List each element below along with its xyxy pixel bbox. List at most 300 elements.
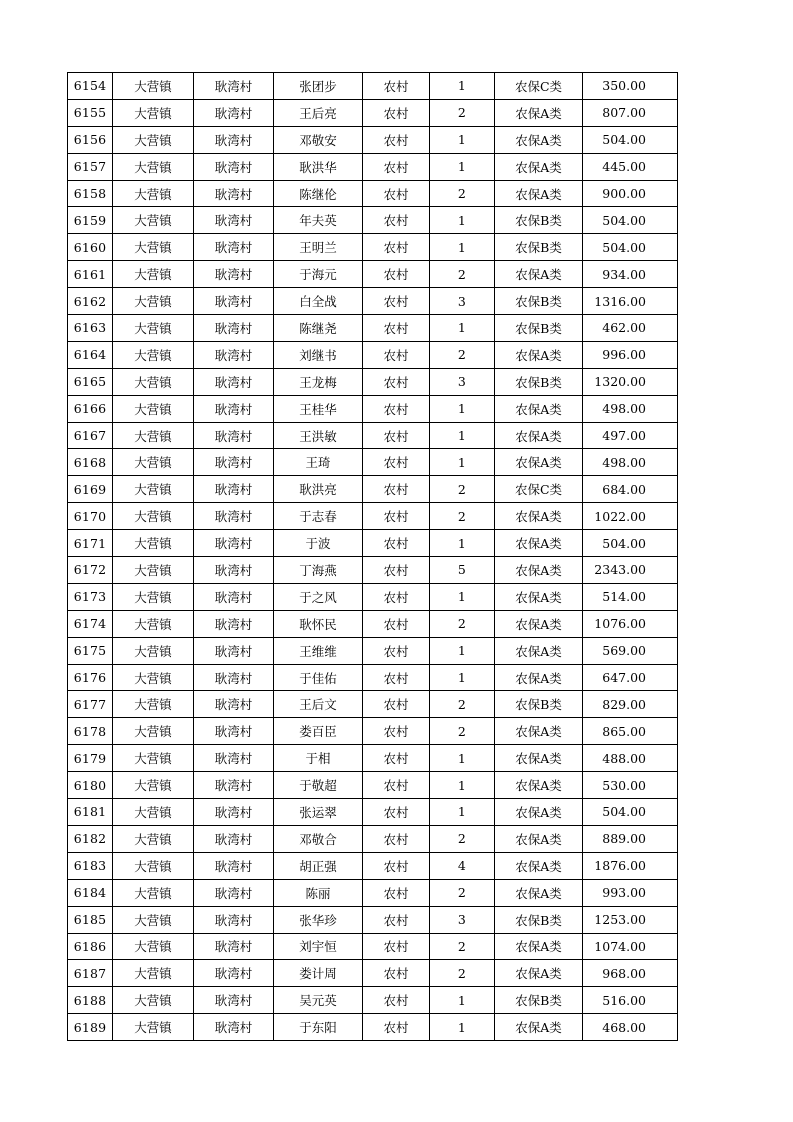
table-row — [68, 960, 678, 987]
table-row — [68, 503, 678, 530]
village-cell: 耿湾村 — [194, 906, 274, 933]
amount-cell: 504.00 — [583, 530, 678, 557]
area-type-cell: 农村 — [363, 207, 430, 234]
town-cell: 大营镇 — [113, 745, 194, 772]
table-row — [68, 987, 678, 1014]
area-type-cell: 农村 — [363, 422, 430, 449]
amount-cell: 350.00 — [583, 73, 678, 100]
amount-cell: 1320.00 — [583, 368, 678, 395]
row-number-cell: 6168 — [68, 449, 113, 476]
insurance-category-cell: 农保B类 — [495, 987, 583, 1014]
insurance-category-cell: 农保A类 — [495, 449, 583, 476]
village-cell: 耿湾村 — [194, 718, 274, 745]
table-row — [68, 691, 678, 718]
person-name-cell: 王琦 — [274, 449, 363, 476]
household-size-cell: 1 — [430, 207, 495, 234]
village-cell: 耿湾村 — [194, 745, 274, 772]
town-cell: 大营镇 — [113, 691, 194, 718]
insurance-category-cell: 农保A类 — [495, 772, 583, 799]
area-type-cell: 农村 — [363, 341, 430, 368]
table-row — [68, 637, 678, 664]
village-cell: 耿湾村 — [194, 1014, 274, 1041]
person-name-cell: 于志春 — [274, 503, 363, 530]
row-number-cell: 6166 — [68, 395, 113, 422]
village-cell: 耿湾村 — [194, 503, 274, 530]
household-size-cell: 2 — [430, 933, 495, 960]
table-row — [68, 261, 678, 288]
insurance-category-cell: 农保A类 — [495, 1014, 583, 1041]
amount-cell: 530.00 — [583, 772, 678, 799]
town-cell: 大营镇 — [113, 960, 194, 987]
town-cell: 大营镇 — [113, 341, 194, 368]
person-name-cell: 陈丽 — [274, 879, 363, 906]
person-name-cell: 王维维 — [274, 637, 363, 664]
household-size-cell: 1 — [430, 664, 495, 691]
area-type-cell: 农村 — [363, 449, 430, 476]
town-cell: 大营镇 — [113, 530, 194, 557]
row-number-cell: 6186 — [68, 933, 113, 960]
area-type-cell: 农村 — [363, 987, 430, 1014]
insurance-category-cell: 农保A类 — [495, 261, 583, 288]
row-number-cell: 6171 — [68, 530, 113, 557]
person-name-cell: 吴元英 — [274, 987, 363, 1014]
household-size-cell: 1 — [430, 422, 495, 449]
household-size-cell: 2 — [430, 879, 495, 906]
amount-cell: 889.00 — [583, 825, 678, 852]
person-name-cell: 娄百臣 — [274, 718, 363, 745]
table-row — [68, 395, 678, 422]
household-size-cell: 3 — [430, 368, 495, 395]
row-number-cell: 6180 — [68, 772, 113, 799]
table-row — [68, 341, 678, 368]
area-type-cell: 农村 — [363, 718, 430, 745]
town-cell: 大营镇 — [113, 906, 194, 933]
amount-cell: 1316.00 — [583, 288, 678, 315]
row-number-cell: 6175 — [68, 637, 113, 664]
insurance-category-cell: 农保A类 — [495, 153, 583, 180]
village-cell: 耿湾村 — [194, 422, 274, 449]
person-name-cell: 于相 — [274, 745, 363, 772]
village-cell: 耿湾村 — [194, 368, 274, 395]
row-number-cell: 6157 — [68, 153, 113, 180]
person-name-cell: 刘继书 — [274, 341, 363, 368]
household-size-cell: 2 — [430, 691, 495, 718]
amount-cell: 514.00 — [583, 583, 678, 610]
household-size-cell: 2 — [430, 261, 495, 288]
town-cell: 大营镇 — [113, 664, 194, 691]
town-cell: 大营镇 — [113, 73, 194, 100]
area-type-cell: 农村 — [363, 772, 430, 799]
village-cell: 耿湾村 — [194, 234, 274, 261]
amount-cell: 993.00 — [583, 879, 678, 906]
insurance-category-cell: 农保A类 — [495, 852, 583, 879]
row-number-cell: 6167 — [68, 422, 113, 449]
town-cell: 大营镇 — [113, 234, 194, 261]
insurance-category-cell: 农保A类 — [495, 825, 583, 852]
row-number-cell: 6156 — [68, 126, 113, 153]
village-cell: 耿湾村 — [194, 637, 274, 664]
area-type-cell: 农村 — [363, 261, 430, 288]
insurance-category-cell: 农保A类 — [495, 557, 583, 584]
village-cell: 耿湾村 — [194, 207, 274, 234]
insurance-category-cell: 农保B类 — [495, 368, 583, 395]
person-name-cell: 邓敬安 — [274, 126, 363, 153]
table-row — [68, 315, 678, 342]
person-name-cell: 于佳佑 — [274, 664, 363, 691]
area-type-cell: 农村 — [363, 180, 430, 207]
table-row — [68, 153, 678, 180]
person-name-cell: 刘宇恒 — [274, 933, 363, 960]
row-number-cell: 6183 — [68, 852, 113, 879]
household-size-cell: 5 — [430, 557, 495, 584]
village-cell: 耿湾村 — [194, 126, 274, 153]
amount-cell: 1876.00 — [583, 852, 678, 879]
person-name-cell: 于海元 — [274, 261, 363, 288]
amount-cell: 569.00 — [583, 637, 678, 664]
table-row — [68, 126, 678, 153]
village-cell: 耿湾村 — [194, 476, 274, 503]
village-cell: 耿湾村 — [194, 153, 274, 180]
town-cell: 大营镇 — [113, 476, 194, 503]
household-size-cell: 1 — [430, 637, 495, 664]
amount-cell: 1022.00 — [583, 503, 678, 530]
village-cell: 耿湾村 — [194, 933, 274, 960]
table-row — [68, 557, 678, 584]
person-name-cell: 张华珍 — [274, 906, 363, 933]
town-cell: 大营镇 — [113, 99, 194, 126]
household-size-cell: 1 — [430, 583, 495, 610]
insurance-category-cell: 农保A类 — [495, 422, 583, 449]
household-size-cell: 1 — [430, 772, 495, 799]
row-number-cell: 6185 — [68, 906, 113, 933]
amount-cell: 516.00 — [583, 987, 678, 1014]
village-cell: 耿湾村 — [194, 395, 274, 422]
person-name-cell: 王龙梅 — [274, 368, 363, 395]
town-cell: 大营镇 — [113, 315, 194, 342]
table-row — [68, 449, 678, 476]
area-type-cell: 农村 — [363, 368, 430, 395]
insurance-category-cell: 农保B类 — [495, 288, 583, 315]
amount-cell: 462.00 — [583, 315, 678, 342]
person-name-cell: 张团步 — [274, 73, 363, 100]
insurance-category-cell: 农保C类 — [495, 73, 583, 100]
village-cell: 耿湾村 — [194, 557, 274, 584]
village-cell: 耿湾村 — [194, 315, 274, 342]
village-cell: 耿湾村 — [194, 73, 274, 100]
area-type-cell: 农村 — [363, 395, 430, 422]
amount-cell: 504.00 — [583, 126, 678, 153]
village-cell: 耿湾村 — [194, 691, 274, 718]
household-size-cell: 2 — [430, 960, 495, 987]
area-type-cell: 农村 — [363, 503, 430, 530]
household-size-cell: 2 — [430, 476, 495, 503]
insurance-category-cell: 农保A类 — [495, 341, 583, 368]
town-cell: 大营镇 — [113, 852, 194, 879]
insurance-category-cell: 农保A类 — [495, 530, 583, 557]
person-name-cell: 陈继尧 — [274, 315, 363, 342]
household-size-cell: 1 — [430, 987, 495, 1014]
insurance-category-cell: 农保A类 — [495, 745, 583, 772]
household-size-cell: 3 — [430, 906, 495, 933]
area-type-cell: 农村 — [363, 637, 430, 664]
household-size-cell: 2 — [430, 180, 495, 207]
village-cell: 耿湾村 — [194, 852, 274, 879]
insurance-category-cell: 农保A类 — [495, 99, 583, 126]
household-size-cell: 1 — [430, 799, 495, 826]
table-row — [68, 718, 678, 745]
amount-cell: 934.00 — [583, 261, 678, 288]
table-row — [68, 933, 678, 960]
area-type-cell: 农村 — [363, 933, 430, 960]
amount-cell: 1076.00 — [583, 610, 678, 637]
town-cell: 大营镇 — [113, 557, 194, 584]
town-cell: 大营镇 — [113, 825, 194, 852]
insurance-category-cell: 农保A类 — [495, 960, 583, 987]
insurance-category-cell: 农保A类 — [495, 583, 583, 610]
row-number-cell: 6181 — [68, 799, 113, 826]
area-type-cell: 农村 — [363, 691, 430, 718]
person-name-cell: 胡正强 — [274, 852, 363, 879]
row-number-cell: 6176 — [68, 664, 113, 691]
table-row — [68, 234, 678, 261]
table-row — [68, 1014, 678, 1041]
person-name-cell: 白全战 — [274, 288, 363, 315]
row-number-cell: 6154 — [68, 73, 113, 100]
amount-cell: 468.00 — [583, 1014, 678, 1041]
town-cell: 大营镇 — [113, 288, 194, 315]
household-size-cell: 3 — [430, 288, 495, 315]
table-row — [68, 530, 678, 557]
household-size-cell: 1 — [430, 1014, 495, 1041]
area-type-cell: 农村 — [363, 960, 430, 987]
town-cell: 大营镇 — [113, 449, 194, 476]
household-size-cell: 4 — [430, 852, 495, 879]
village-cell: 耿湾村 — [194, 261, 274, 288]
area-type-cell: 农村 — [363, 288, 430, 315]
row-number-cell: 6174 — [68, 610, 113, 637]
amount-cell: 829.00 — [583, 691, 678, 718]
row-number-cell: 6188 — [68, 987, 113, 1014]
person-name-cell: 于敬超 — [274, 772, 363, 799]
row-number-cell: 6162 — [68, 288, 113, 315]
area-type-cell: 农村 — [363, 530, 430, 557]
person-name-cell: 丁海燕 — [274, 557, 363, 584]
household-size-cell: 1 — [430, 530, 495, 557]
row-number-cell: 6158 — [68, 180, 113, 207]
town-cell: 大营镇 — [113, 368, 194, 395]
area-type-cell: 农村 — [363, 99, 430, 126]
table-row — [68, 610, 678, 637]
subsidy-table — [67, 72, 678, 1041]
insurance-category-cell: 农保C类 — [495, 476, 583, 503]
amount-cell: 1074.00 — [583, 933, 678, 960]
table-row — [68, 288, 678, 315]
row-number-cell: 6173 — [68, 583, 113, 610]
area-type-cell: 农村 — [363, 879, 430, 906]
amount-cell: 488.00 — [583, 745, 678, 772]
village-cell: 耿湾村 — [194, 987, 274, 1014]
area-type-cell: 农村 — [363, 583, 430, 610]
table-row — [68, 852, 678, 879]
town-cell: 大营镇 — [113, 422, 194, 449]
amount-cell: 445.00 — [583, 153, 678, 180]
insurance-category-cell: 农保B类 — [495, 207, 583, 234]
household-size-cell: 1 — [430, 745, 495, 772]
table-row — [68, 664, 678, 691]
person-name-cell: 年夫英 — [274, 207, 363, 234]
town-cell: 大营镇 — [113, 153, 194, 180]
row-number-cell: 6170 — [68, 503, 113, 530]
village-cell: 耿湾村 — [194, 610, 274, 637]
insurance-category-cell: 农保B类 — [495, 234, 583, 261]
table-row — [68, 825, 678, 852]
amount-cell: 498.00 — [583, 395, 678, 422]
household-size-cell: 1 — [430, 153, 495, 180]
insurance-category-cell: 农保A类 — [495, 799, 583, 826]
town-cell: 大营镇 — [113, 637, 194, 664]
area-type-cell: 农村 — [363, 664, 430, 691]
person-name-cell: 耿洪亮 — [274, 476, 363, 503]
amount-cell: 996.00 — [583, 341, 678, 368]
village-cell: 耿湾村 — [194, 341, 274, 368]
table-row — [68, 745, 678, 772]
amount-cell: 498.00 — [583, 449, 678, 476]
area-type-cell: 农村 — [363, 906, 430, 933]
person-name-cell: 王后文 — [274, 691, 363, 718]
area-type-cell: 农村 — [363, 610, 430, 637]
village-cell: 耿湾村 — [194, 799, 274, 826]
household-size-cell: 1 — [430, 234, 495, 261]
village-cell: 耿湾村 — [194, 530, 274, 557]
amount-cell: 968.00 — [583, 960, 678, 987]
table-body — [68, 73, 678, 1041]
insurance-category-cell: 农保B类 — [495, 906, 583, 933]
row-number-cell: 6182 — [68, 825, 113, 852]
amount-cell: 647.00 — [583, 664, 678, 691]
town-cell: 大营镇 — [113, 610, 194, 637]
area-type-cell: 农村 — [363, 557, 430, 584]
insurance-category-cell: 农保A类 — [495, 933, 583, 960]
household-size-cell: 2 — [430, 718, 495, 745]
row-number-cell: 6155 — [68, 99, 113, 126]
area-type-cell: 农村 — [363, 799, 430, 826]
town-cell: 大营镇 — [113, 987, 194, 1014]
table-row — [68, 422, 678, 449]
town-cell: 大营镇 — [113, 503, 194, 530]
town-cell: 大营镇 — [113, 933, 194, 960]
amount-cell: 497.00 — [583, 422, 678, 449]
person-name-cell: 邓敬合 — [274, 825, 363, 852]
person-name-cell: 于之风 — [274, 583, 363, 610]
row-number-cell: 6161 — [68, 261, 113, 288]
row-number-cell: 6177 — [68, 691, 113, 718]
insurance-category-cell: 农保A类 — [495, 637, 583, 664]
town-cell: 大营镇 — [113, 772, 194, 799]
table-row — [68, 799, 678, 826]
area-type-cell: 农村 — [363, 73, 430, 100]
amount-cell: 1253.00 — [583, 906, 678, 933]
insurance-category-cell: 农保A类 — [495, 126, 583, 153]
insurance-category-cell: 农保A类 — [495, 503, 583, 530]
household-size-cell: 2 — [430, 99, 495, 126]
insurance-category-cell: 农保A类 — [495, 664, 583, 691]
table-row — [68, 73, 678, 100]
amount-cell: 900.00 — [583, 180, 678, 207]
table-row — [68, 99, 678, 126]
village-cell: 耿湾村 — [194, 449, 274, 476]
household-size-cell: 1 — [430, 315, 495, 342]
village-cell: 耿湾村 — [194, 879, 274, 906]
household-size-cell: 2 — [430, 341, 495, 368]
household-size-cell: 2 — [430, 825, 495, 852]
insurance-category-cell: 农保A类 — [495, 718, 583, 745]
household-size-cell: 2 — [430, 503, 495, 530]
row-number-cell: 6163 — [68, 315, 113, 342]
person-name-cell: 王桂华 — [274, 395, 363, 422]
person-name-cell: 耿怀民 — [274, 610, 363, 637]
row-number-cell: 6164 — [68, 341, 113, 368]
town-cell: 大营镇 — [113, 879, 194, 906]
town-cell: 大营镇 — [113, 180, 194, 207]
person-name-cell: 王明兰 — [274, 234, 363, 261]
insurance-category-cell: 农保A类 — [495, 879, 583, 906]
village-cell: 耿湾村 — [194, 99, 274, 126]
row-number-cell: 6160 — [68, 234, 113, 261]
village-cell: 耿湾村 — [194, 664, 274, 691]
town-cell: 大营镇 — [113, 261, 194, 288]
person-name-cell: 于东阳 — [274, 1014, 363, 1041]
insurance-category-cell: 农保A类 — [495, 610, 583, 637]
amount-cell: 865.00 — [583, 718, 678, 745]
table-row — [68, 772, 678, 799]
table-row — [68, 879, 678, 906]
household-size-cell: 1 — [430, 449, 495, 476]
village-cell: 耿湾村 — [194, 583, 274, 610]
town-cell: 大营镇 — [113, 583, 194, 610]
amount-cell: 684.00 — [583, 476, 678, 503]
row-number-cell: 6179 — [68, 745, 113, 772]
person-name-cell: 王后亮 — [274, 99, 363, 126]
area-type-cell: 农村 — [363, 126, 430, 153]
amount-cell: 807.00 — [583, 99, 678, 126]
village-cell: 耿湾村 — [194, 180, 274, 207]
person-name-cell: 张运翠 — [274, 799, 363, 826]
table-row — [68, 180, 678, 207]
row-number-cell: 6189 — [68, 1014, 113, 1041]
village-cell: 耿湾村 — [194, 288, 274, 315]
area-type-cell: 农村 — [363, 234, 430, 261]
village-cell: 耿湾村 — [194, 825, 274, 852]
amount-cell: 504.00 — [583, 799, 678, 826]
town-cell: 大营镇 — [113, 207, 194, 234]
area-type-cell: 农村 — [363, 315, 430, 342]
row-number-cell: 6187 — [68, 960, 113, 987]
village-cell: 耿湾村 — [194, 960, 274, 987]
household-size-cell: 1 — [430, 126, 495, 153]
person-name-cell: 陈继伦 — [274, 180, 363, 207]
household-size-cell: 1 — [430, 395, 495, 422]
area-type-cell: 农村 — [363, 852, 430, 879]
village-cell: 耿湾村 — [194, 772, 274, 799]
person-name-cell: 娄计周 — [274, 960, 363, 987]
table-row — [68, 583, 678, 610]
table-row — [68, 368, 678, 395]
person-name-cell: 于波 — [274, 530, 363, 557]
insurance-category-cell: 农保B类 — [495, 315, 583, 342]
town-cell: 大营镇 — [113, 1014, 194, 1041]
amount-cell: 504.00 — [583, 234, 678, 261]
table-row — [68, 906, 678, 933]
